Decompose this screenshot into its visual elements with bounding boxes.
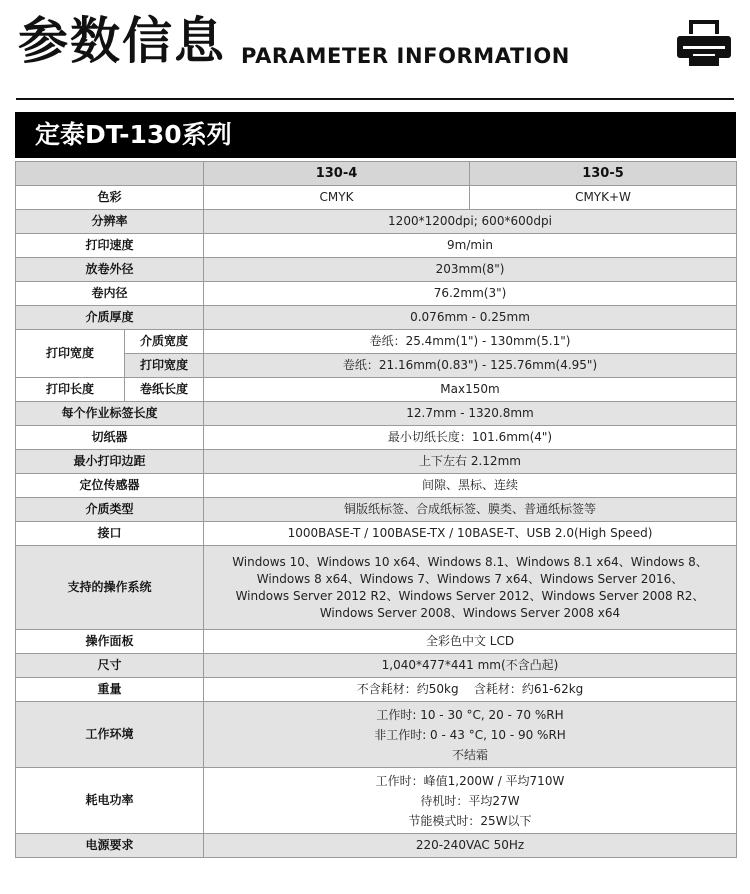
row-label: 打印宽度 — [16, 330, 125, 378]
row-value: 卷纸：21.16mm(0.83") - 125.76mm(4.95") — [204, 354, 737, 378]
env-line: 工作时: 10 - 30 °C, 20 - 70 %RH — [376, 707, 564, 722]
header-divider — [16, 98, 734, 100]
table-row — [16, 450, 737, 474]
table-row — [16, 522, 737, 546]
page-title-en: PARAMETER INFORMATION — [241, 44, 570, 68]
printer-icon — [675, 18, 733, 68]
table-row — [16, 702, 737, 768]
table-row — [16, 474, 737, 498]
row-label: 放卷外径 — [16, 258, 204, 282]
row-value: CMYK — [204, 186, 470, 210]
env-line: 不结霜 — [451, 747, 488, 762]
row-value: 间隙、黑标、连续 — [204, 474, 737, 498]
row-value: 全彩色中文 LCD — [204, 630, 737, 654]
row-label: 支持的操作系统 — [16, 546, 204, 630]
row-value — [204, 546, 737, 630]
column-header-130-5: 130-5 — [470, 162, 737, 186]
os-line: Windows Server 2008、Windows Server 2008 x64 — [319, 605, 621, 620]
row-value: 1,040*477*441 mm(不含凸起) — [204, 654, 737, 678]
table-row — [16, 654, 737, 678]
row-value: 203mm(8") — [204, 258, 737, 282]
table-row — [16, 834, 737, 858]
row-label: 耗电功率 — [16, 768, 204, 834]
row-value: 12.7mm - 1320.8mm — [204, 402, 737, 426]
row-value: 0.076mm - 0.25mm — [204, 306, 737, 330]
row-value: 卷纸：25.4mm(1") - 130mm(5.1") — [204, 330, 737, 354]
table-row — [16, 498, 737, 522]
row-label: 尺寸 — [16, 654, 204, 678]
power-line: 工作时：峰值1,200W / 平均710W — [375, 773, 565, 788]
row-value — [204, 702, 737, 768]
row-value: 9m/min — [204, 234, 737, 258]
row-sublabel: 卷纸长度 — [125, 378, 204, 402]
row-sublabel: 介质宽度 — [125, 330, 204, 354]
env-line: 非工作时: 0 - 43 °C, 10 - 90 %RH — [374, 727, 566, 742]
table-row — [16, 546, 737, 630]
row-value: 76.2mm(3") — [204, 282, 737, 306]
table-row — [16, 630, 737, 654]
row-label: 电源要求 — [16, 834, 204, 858]
row-value: 最小切纸长度：101.6mm(4") — [204, 426, 737, 450]
row-label: 工作环境 — [16, 702, 204, 768]
series-banner — [15, 112, 736, 158]
table-row — [16, 378, 737, 402]
row-value — [204, 768, 737, 834]
row-value: 上下左右 2.12mm — [204, 450, 737, 474]
row-sublabel: 打印宽度 — [125, 354, 204, 378]
row-label: 定位传感器 — [16, 474, 204, 498]
row-label: 卷内径 — [16, 282, 204, 306]
row-value: 1200*1200dpi; 600*600dpi — [204, 210, 737, 234]
table-row — [16, 306, 737, 330]
table-header-row — [16, 162, 737, 186]
row-value: 铜版纸标签、合成纸标签、膜类、普通纸标签等 — [204, 498, 737, 522]
table-row — [16, 258, 737, 282]
row-label: 打印速度 — [16, 234, 204, 258]
table-row — [16, 234, 737, 258]
table-row — [16, 426, 737, 450]
table-row — [16, 678, 737, 702]
power-line: 待机时：平均27W — [420, 793, 520, 808]
row-label: 介质厚度 — [16, 306, 204, 330]
row-value: 1000BASE-T / 100BASE-TX / 10BASE-T、USB 2.0(High Speed) — [204, 522, 737, 546]
table-row — [16, 768, 737, 834]
spec-table — [15, 161, 737, 858]
table-row — [16, 402, 737, 426]
os-line: Windows Server 2012 R2、Windows Server 2012、Windows Server 2008 R2、 — [235, 588, 705, 603]
column-header-130-4: 130-4 — [204, 162, 470, 186]
row-label: 分辨率 — [16, 210, 204, 234]
page-title-cn: 参数信息 — [18, 12, 226, 70]
table-row — [16, 282, 737, 306]
power-line: 节能模式时：25W以下 — [408, 813, 532, 828]
row-label: 每个作业标签长度 — [16, 402, 204, 426]
row-label: 接口 — [16, 522, 204, 546]
row-value: CMYK+W — [470, 186, 737, 210]
row-label: 操作面板 — [16, 630, 204, 654]
row-label: 切纸器 — [16, 426, 204, 450]
row-label: 打印长度 — [16, 378, 125, 402]
header-empty-cell — [16, 162, 204, 186]
os-line: Windows 8 x64、Windows 7、Windows 7 x64、Windows Server 2016、 — [256, 571, 684, 586]
os-line: Windows 10、Windows 10 x64、Windows 8.1、Windows 8.1 x64、Windows 8、 — [232, 554, 708, 569]
table-row — [16, 210, 737, 234]
row-label: 重量 — [16, 678, 204, 702]
row-value: 不含耗材：约50kg 含耗材：约61-62kg — [204, 678, 737, 702]
row-label: 色彩 — [16, 186, 204, 210]
table-row — [16, 186, 737, 210]
series-title: 定泰DT-130系列 — [35, 120, 232, 149]
table-row — [16, 354, 737, 378]
table-row — [16, 330, 737, 354]
row-value: Max150m — [204, 378, 737, 402]
row-label: 介质类型 — [16, 498, 204, 522]
row-value: 220-240VAC 50Hz — [204, 834, 737, 858]
row-label: 最小打印边距 — [16, 450, 204, 474]
